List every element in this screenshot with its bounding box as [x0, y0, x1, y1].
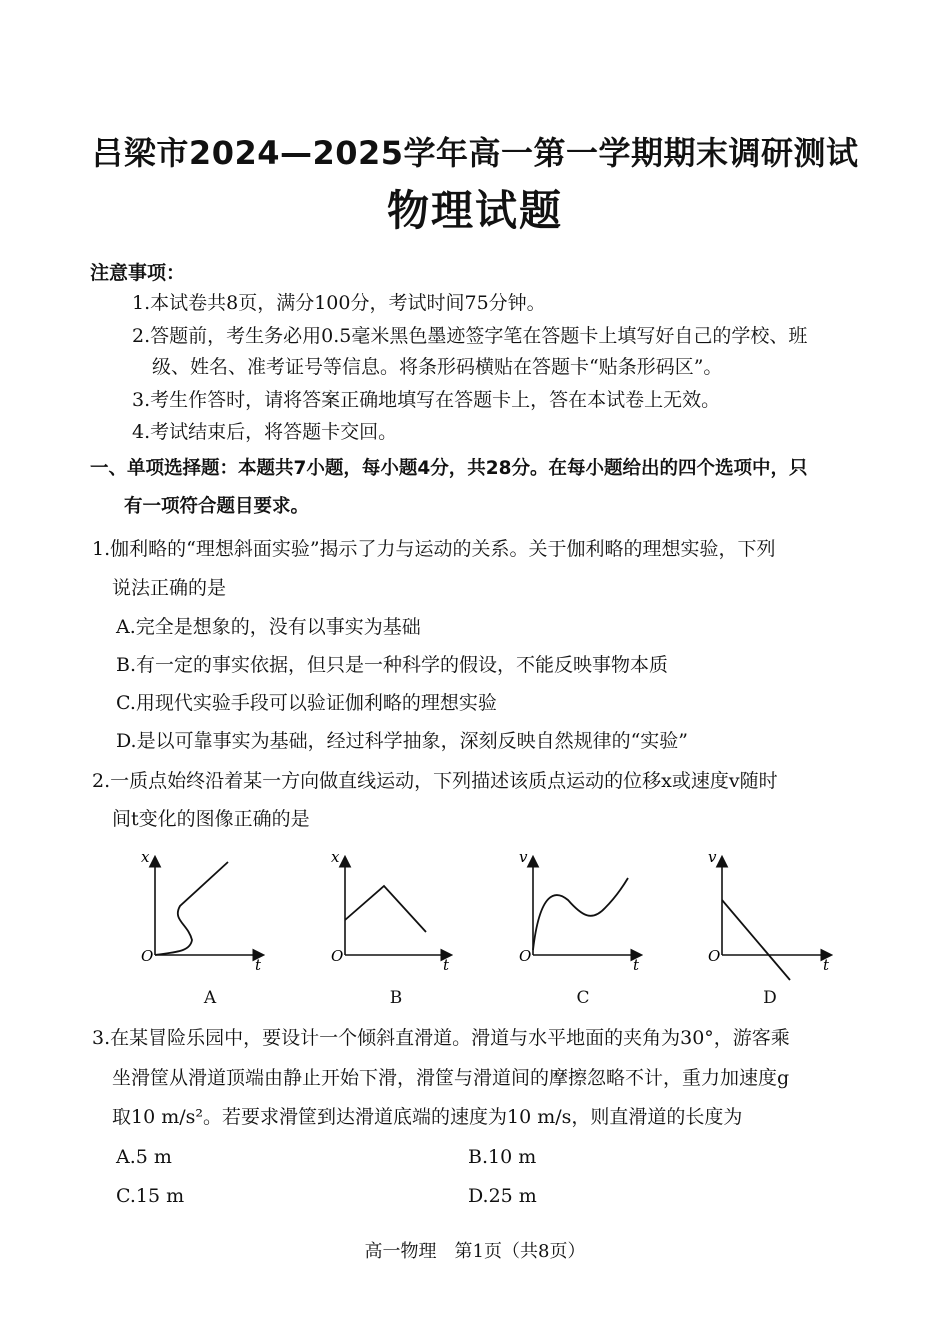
graph-b [331, 848, 450, 974]
graph-a-y-label: x [141, 848, 150, 866]
graph-d-line [722, 900, 790, 980]
graph-a [141, 848, 262, 974]
graph-b-origin: O [331, 947, 344, 965]
q3-stem-cont-2: 取10 m/s²。若要求滑筐到达滑道底端的速度为10 m/s，则直滑道的长度为 [112, 1106, 743, 1128]
graph-a-caption: A [203, 988, 217, 1008]
graph-d-origin: O [708, 947, 721, 965]
notice-heading: 注意事项： [90, 262, 186, 284]
graph-c-origin: O [519, 947, 532, 965]
q2-graphs [0, 840, 950, 1020]
graph-c-caption: C [576, 988, 590, 1008]
section-heading-cont: 有一项符合题目要求。 [124, 496, 310, 517]
q2-stem-cont: 间t变化的图像正确的是 [112, 808, 310, 830]
q3-option-d: D.25 m [468, 1185, 537, 1207]
graph-d-caption: D [763, 988, 777, 1008]
q2-stem: 2.一质点始终沿着某一方向做直线运动，下列描述该质点运动的位移x或速度v随时 [92, 770, 778, 792]
q1-stem-cont: 说法正确的是 [112, 577, 227, 599]
q3-option-c: C.15 m [116, 1185, 185, 1207]
q1-option-a: A.完全是想象的，没有以事实为基础 [116, 616, 421, 638]
q3-option-b: B.10 m [468, 1146, 537, 1168]
q1-option-d: D.是以可靠事实为基础，经过科学抽象，深刻反映自然规律的“实验” [116, 730, 689, 752]
graph-a-x-label: t [255, 956, 262, 974]
exam-subject-title: 物理试题 [386, 186, 563, 235]
q1-option-c: C.用现代实验手段可以验证伽利略的理想实验 [116, 692, 497, 714]
notice-item-2-cont: 级、姓名、准考证号等信息。将条形码横贴在答题卡“贴条形码区”。 [152, 356, 723, 378]
graph-a-origin: O [141, 947, 154, 965]
graph-c-curve [533, 878, 628, 950]
graph-b-line [345, 886, 426, 932]
q3-stem-cont: 坐滑筐从滑道顶端由静止开始下滑，滑筐与滑道间的摩擦忽略不计，重力加速度g [112, 1067, 790, 1089]
exam-title: 吕梁市2024—2025学年高一第一学期期末调研测试 [91, 134, 859, 172]
q1-option-b: B.有一定的事实依据，但只是一种科学的假设，不能反映事物本质 [116, 654, 669, 676]
graph-b-y-label: x [331, 848, 340, 866]
graph-b-x-label: t [443, 956, 450, 974]
graph-a-curve [155, 862, 228, 955]
notice-item-3: 3.考生作答时，请将答案正确地填写在答题卡上，答在本试卷上无效。 [132, 389, 721, 411]
graph-c [519, 848, 640, 974]
notice-item-4: 4.考试结束后，将答题卡交回。 [132, 421, 398, 443]
q3-stem: 3.在某冒险乐园中，要设计一个倾斜直滑道。滑道与水平地面的夹角为30°，游客乘 [92, 1027, 790, 1049]
graph-c-x-label: t [633, 956, 640, 974]
graph-d-x-label: t [823, 956, 830, 974]
q1-stem: 1.伽利略的“理想斜面实验”揭示了力与运动的关系。关于伽利略的理想实验，下列 [92, 538, 776, 560]
q3-option-a: A.5 m [116, 1146, 172, 1168]
notice-item-2: 2.答题前，考生务必用0.5毫米黑色墨迹签字笔在答题卡上填写好自己的学校、班 [132, 325, 808, 347]
graph-c-y-label: v [519, 848, 528, 866]
graph-d-y-label: v [708, 848, 717, 866]
section-heading: 一、单项选择题：本题共7小题，每小题4分，共28分。在每小题给出的四个选项中，只 [90, 458, 808, 479]
page-footer: 高一物理 第1页（共8页） [364, 1241, 586, 1262]
graph-b-caption: B [389, 988, 403, 1008]
notice-item-1: 1.本试卷共8页，满分100分，考试时间75分钟。 [132, 292, 546, 314]
graph-d [708, 848, 830, 980]
